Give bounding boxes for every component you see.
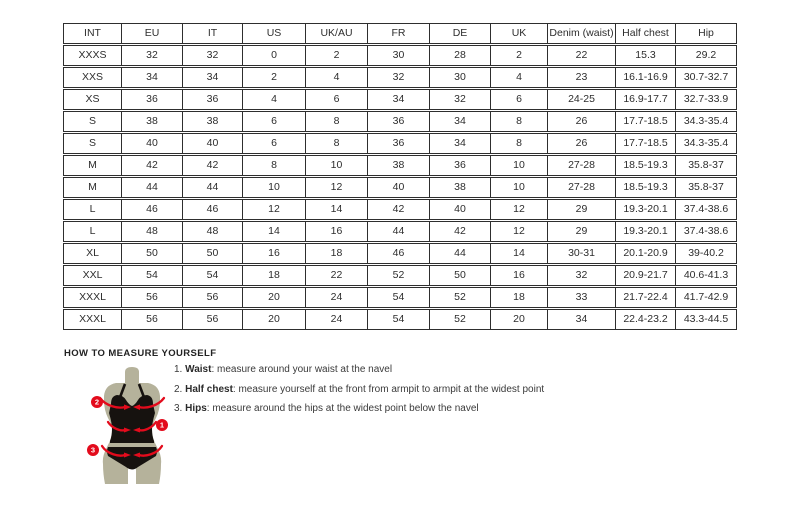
table-cell: 32 <box>548 265 616 286</box>
table-cell: 56 <box>183 309 243 330</box>
table-cell: 34 <box>122 67 183 88</box>
table-row <box>63 45 737 66</box>
table-cell: 10 <box>306 155 368 176</box>
table-cell: 34 <box>183 67 243 88</box>
table-cell: 44 <box>368 221 430 242</box>
table-cell: 32 <box>183 45 243 66</box>
table-cell: 20.1-20.9 <box>616 243 676 264</box>
table-cell: 28 <box>430 45 491 66</box>
badge-waist <box>156 419 168 431</box>
table-cell: 0 <box>243 45 306 66</box>
table-cell: 6 <box>243 133 306 154</box>
table-cell: 38 <box>368 155 430 176</box>
table-cell: 46 <box>122 199 183 220</box>
table-cell: 34.3-35.4 <box>676 111 737 132</box>
table-cell: 46 <box>368 243 430 264</box>
table-cell: 19.3-20.1 <box>616 221 676 242</box>
table-cell: 8 <box>243 155 306 176</box>
table-row <box>63 287 737 308</box>
table-cell: 36 <box>430 155 491 176</box>
table-cell: 40 <box>122 133 183 154</box>
table-cell: 8 <box>306 133 368 154</box>
size-chart-header-row <box>63 23 737 44</box>
table-cell: 18 <box>243 265 306 286</box>
table-cell: 10 <box>491 177 548 198</box>
table-cell: 39-40.2 <box>676 243 737 264</box>
table-cell: 16.9-17.7 <box>616 89 676 110</box>
table-cell: 38 <box>122 111 183 132</box>
table-cell: 35.8-37 <box>676 177 737 198</box>
table-cell: 12 <box>243 199 306 220</box>
table-cell: 8 <box>306 111 368 132</box>
table-cell: 56 <box>183 287 243 308</box>
table-cell: 38 <box>183 111 243 132</box>
table-cell: 2 <box>306 45 368 66</box>
table-cell: 10 <box>243 177 306 198</box>
table-cell: 44 <box>122 177 183 198</box>
table-cell: 20 <box>491 309 548 330</box>
table-cell: 36 <box>368 111 430 132</box>
table-cell: 44 <box>183 177 243 198</box>
table-cell: 26 <box>548 133 616 154</box>
column-header: Denim (waist) <box>548 23 616 44</box>
badge-hips-number: 3 <box>90 445 96 455</box>
table-cell: 6 <box>491 89 548 110</box>
table-cell: 40.6-41.3 <box>676 265 737 286</box>
table-cell: 54 <box>368 287 430 308</box>
table-cell: 40 <box>368 177 430 198</box>
table-cell: 36 <box>368 133 430 154</box>
table-cell: 17.7-18.5 <box>616 133 676 154</box>
table-cell: 52 <box>430 309 491 330</box>
column-header: INT <box>63 23 122 44</box>
table-cell: 29.2 <box>676 45 737 66</box>
table-cell: 15.3 <box>616 45 676 66</box>
table-cell: 16 <box>243 243 306 264</box>
table-cell: 43.3-44.5 <box>676 309 737 330</box>
table-cell: 8 <box>491 133 548 154</box>
table-cell: 34 <box>368 89 430 110</box>
table-cell: 4 <box>491 67 548 88</box>
table-cell: 30 <box>368 45 430 66</box>
table-cell: 30.7-32.7 <box>676 67 737 88</box>
table-cell: 18 <box>306 243 368 264</box>
table-cell: 30 <box>430 67 491 88</box>
table-cell: XXXS <box>63 45 122 66</box>
table-cell: M <box>63 177 122 198</box>
table-row <box>63 221 737 242</box>
table-cell: 46 <box>183 199 243 220</box>
table-cell: 12 <box>491 199 548 220</box>
badge-waist-number: 1 <box>159 420 165 430</box>
table-cell: 20.9-21.7 <box>616 265 676 286</box>
table-cell: 14 <box>306 199 368 220</box>
table-cell: 4 <box>306 67 368 88</box>
table-row <box>63 309 737 330</box>
table-cell: 40 <box>430 199 491 220</box>
table-cell: 24 <box>306 287 368 308</box>
measurement-figure <box>77 366 189 490</box>
table-cell: 16 <box>306 221 368 242</box>
table-cell: 16.1-16.9 <box>616 67 676 88</box>
table-cell: 18.5-19.3 <box>616 155 676 176</box>
measurement-step: 3. Hips: measure around the hips at the widest point below the navel <box>174 403 479 414</box>
table-cell: 56 <box>122 309 183 330</box>
table-cell: 50 <box>122 243 183 264</box>
table-cell: 30-31 <box>548 243 616 264</box>
table-cell: 52 <box>430 287 491 308</box>
table-cell: 20 <box>243 309 306 330</box>
table-cell: XS <box>63 89 122 110</box>
table-cell: 50 <box>183 243 243 264</box>
table-cell: 52 <box>368 265 430 286</box>
table-cell: 29 <box>548 221 616 242</box>
column-header: EU <box>122 23 183 44</box>
table-cell: 6 <box>243 111 306 132</box>
table-cell: 54 <box>183 265 243 286</box>
table-row <box>63 155 737 176</box>
column-header: FR <box>368 23 430 44</box>
table-cell: 21.7-22.4 <box>616 287 676 308</box>
table-cell: 20 <box>243 287 306 308</box>
table-cell: 23 <box>548 67 616 88</box>
table-cell: 48 <box>122 221 183 242</box>
table-row <box>63 265 737 286</box>
table-cell: 44 <box>430 243 491 264</box>
column-header: Hip <box>676 23 737 44</box>
table-cell: 37.4-38.6 <box>676 221 737 242</box>
table-cell: 38 <box>430 177 491 198</box>
table-cell: 42 <box>122 155 183 176</box>
table-cell: XXL <box>63 265 122 286</box>
table-cell: 12 <box>491 221 548 242</box>
table-row <box>63 67 737 88</box>
size-chart-body <box>63 45 737 330</box>
table-cell: 14 <box>243 221 306 242</box>
table-cell: 42 <box>183 155 243 176</box>
table-cell: 41.7-42.9 <box>676 287 737 308</box>
table-row <box>63 177 737 198</box>
table-cell: 29 <box>548 199 616 220</box>
measurement-steps <box>174 364 544 423</box>
table-cell: L <box>63 221 122 242</box>
table-cell: 2 <box>491 45 548 66</box>
column-header: DE <box>430 23 491 44</box>
table-row <box>63 133 737 154</box>
table-cell: 8 <box>491 111 548 132</box>
table-cell: 36 <box>122 89 183 110</box>
badge-half-chest-number: 2 <box>94 397 100 407</box>
badge-hips <box>87 444 99 456</box>
table-row <box>63 199 737 220</box>
table-cell: 56 <box>122 287 183 308</box>
table-cell: 24-25 <box>548 89 616 110</box>
table-row <box>63 243 737 264</box>
table-cell: 50 <box>430 265 491 286</box>
mannequin-illustration <box>77 366 189 490</box>
size-chart-table <box>63 22 737 331</box>
table-cell: 36 <box>183 89 243 110</box>
measurement-step: 1. Waist: measure around your waist at the navel <box>174 364 393 375</box>
how-to-measure-title: HOW TO MEASURE YOURSELF <box>64 348 217 359</box>
column-header: UK <box>491 23 548 44</box>
column-header: Half chest <box>616 23 676 44</box>
table-cell: 22.4-23.2 <box>616 309 676 330</box>
table-cell: 32 <box>430 89 491 110</box>
table-cell: L <box>63 199 122 220</box>
table-cell: 32 <box>368 67 430 88</box>
table-cell: 6 <box>306 89 368 110</box>
table-cell: 17.7-18.5 <box>616 111 676 132</box>
table-cell: 22 <box>306 265 368 286</box>
table-row <box>63 89 737 110</box>
table-cell: 22 <box>548 45 616 66</box>
table-cell: XXXL <box>63 309 122 330</box>
table-cell: 14 <box>491 243 548 264</box>
measurement-step: 2. Half chest: measure yourself at the front from armpit to armpit at the widest point <box>174 383 545 395</box>
table-cell: 34 <box>430 133 491 154</box>
table-cell: 34.3-35.4 <box>676 133 737 154</box>
table-cell: 16 <box>491 265 548 286</box>
table-cell: XL <box>63 243 122 264</box>
table-cell: 48 <box>183 221 243 242</box>
column-header: IT <box>183 23 243 44</box>
table-cell: 18.5-19.3 <box>616 177 676 198</box>
table-cell: 35.8-37 <box>676 155 737 176</box>
table-cell: 27-28 <box>548 177 616 198</box>
table-cell: XXXL <box>63 287 122 308</box>
table-cell: 2 <box>243 67 306 88</box>
table-cell: 37.4-38.6 <box>676 199 737 220</box>
table-cell: 12 <box>306 177 368 198</box>
table-cell: 33 <box>548 287 616 308</box>
badge-half-chest <box>91 396 103 408</box>
table-cell: M <box>63 155 122 176</box>
column-header: US <box>243 23 306 44</box>
table-row <box>63 111 737 132</box>
table-cell: 34 <box>430 111 491 132</box>
table-cell: 54 <box>122 265 183 286</box>
table-cell: 40 <box>183 133 243 154</box>
table-cell: 27-28 <box>548 155 616 176</box>
table-cell: 42 <box>368 199 430 220</box>
table-cell: 4 <box>243 89 306 110</box>
column-header: UK/AU <box>306 23 368 44</box>
table-cell: S <box>63 111 122 132</box>
table-cell: S <box>63 133 122 154</box>
table-cell: 34 <box>548 309 616 330</box>
table-cell: 32.7-33.9 <box>676 89 737 110</box>
table-cell: 26 <box>548 111 616 132</box>
table-cell: 10 <box>491 155 548 176</box>
table-cell: 54 <box>368 309 430 330</box>
table-cell: 32 <box>122 45 183 66</box>
table-cell: XXS <box>63 67 122 88</box>
table-cell: 19.3-20.1 <box>616 199 676 220</box>
table-cell: 24 <box>306 309 368 330</box>
table-cell: 42 <box>430 221 491 242</box>
table-cell: 18 <box>491 287 548 308</box>
